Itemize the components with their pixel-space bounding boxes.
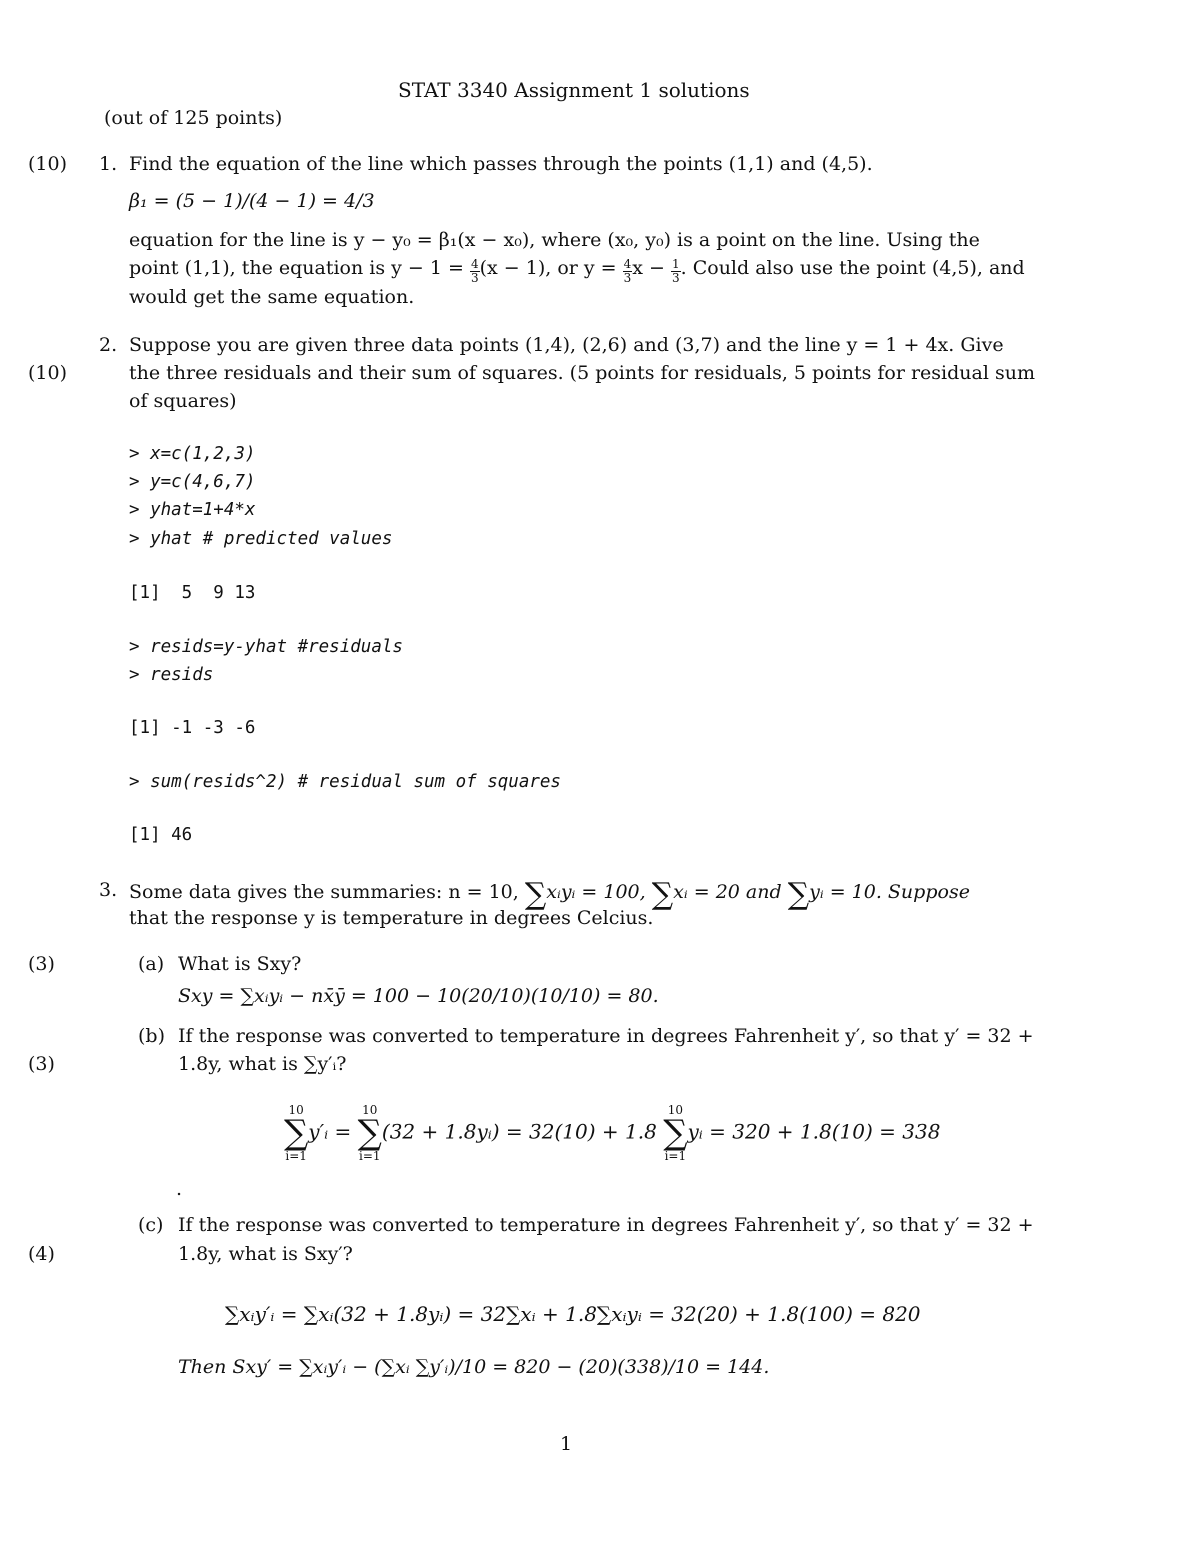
q3b-label: (b): [138, 1025, 165, 1047]
q1-text-line1: equation for the line is y − y₀ = β₁(x − x₀), where (x₀, y₀) is a point on the line. Using the: [129, 229, 980, 251]
eq-part1: y′ᵢ =: [308, 1119, 352, 1144]
frac-num: 4: [470, 257, 479, 271]
q1-text-seg2: (x − 1), or y =: [479, 257, 617, 279]
lower-limit: i=1: [664, 1149, 687, 1163]
sum-with-limits: [284, 1104, 308, 1162]
frac-den: 3: [623, 271, 632, 285]
q2-line1: Suppose you are given three data points (1,4), (2,6) and (3,7) and the line y = 1 + 4x. Give: [129, 334, 1004, 356]
q1-points: (10): [28, 153, 68, 175]
upper-limit: 10: [288, 1103, 304, 1117]
page-number: 1: [560, 1433, 573, 1455]
code-output: [1] 5 9 13: [129, 583, 256, 603]
q3-seg2: xᵢyᵢ = 100,: [546, 881, 646, 903]
q3a-points: (3): [28, 953, 55, 975]
q3-seg3: xᵢ = 20 and: [673, 881, 782, 903]
code-line: > yhat # predicted values: [129, 529, 393, 549]
frac-num: 1: [672, 257, 680, 271]
eq-part3: yᵢ = 320 + 1.8(10) = 338: [687, 1119, 941, 1144]
fraction-four-thirds-2: [623, 258, 633, 285]
q3c-label: (c): [138, 1214, 164, 1236]
upper-limit: 10: [667, 1103, 683, 1117]
frac-den: 3: [672, 271, 680, 285]
sum-symbol: ∑: [357, 1113, 382, 1153]
page-title: STAT 3340 Assignment 1 solutions: [398, 78, 750, 102]
q1-question: Find the equation of the line which passes through the points (1,1) and (4,5).: [129, 153, 873, 175]
fraction-four-thirds: [470, 258, 480, 285]
code-line: > x=c(1,2,3): [129, 444, 256, 464]
sum-with-limits: [358, 1104, 382, 1162]
q2-number: 2.: [99, 334, 118, 356]
sum-symbol: ∑: [284, 1113, 309, 1153]
code-line: > resids: [129, 665, 214, 685]
q1-text-seg4: . Could also use the point (4,5), and: [680, 257, 1025, 279]
code-output: [1] 46: [129, 825, 193, 845]
fraction-one-third: [671, 258, 681, 285]
q3-seg1: Some data gives the summaries: n = 10,: [129, 881, 519, 903]
q3a-answer: Sxy = ∑xᵢyᵢ − nx̄ȳ = 100 − 10(20/10)(10/10) = 80.: [178, 985, 659, 1007]
q2-line3: of squares): [129, 390, 237, 412]
q3b-points: (3): [28, 1053, 55, 1075]
sum-symbol: ∑: [787, 877, 810, 912]
code-line: > y=c(4,6,7): [129, 472, 256, 492]
sum-symbol: ∑: [663, 1113, 688, 1153]
q3-number: 3.: [99, 879, 118, 901]
q3b-line1: If the response was converted to temperature in degrees Fahrenheit y′, so that y′ = 32 +: [178, 1025, 1034, 1047]
q1-number: 1.: [99, 153, 118, 175]
q3b-dot: .: [176, 1178, 183, 1200]
sum-with-limits: [663, 1104, 687, 1162]
q3c-points: (4): [28, 1243, 55, 1265]
q3-line2: that the response y is temperature in degrees Celcius.: [129, 907, 654, 929]
q1-text-line3: would get the same equation.: [129, 286, 415, 308]
q2-points: (10): [28, 362, 68, 384]
q2-line2: the three residuals and their sum of squares. (5 points for residuals, 5 points for residual sum: [129, 362, 1035, 384]
page-subtitle: (out of 125 points): [104, 107, 283, 129]
sum-symbol: ∑: [524, 877, 547, 912]
q3c-display-equation: ∑xᵢy′ᵢ = ∑xᵢ(32 + 1.8yᵢ) = 32∑xᵢ + 1.8∑xᵢyᵢ = 32(20) + 1.8(100) = 820: [225, 1302, 921, 1326]
q3a-label: (a): [138, 953, 165, 975]
q3b-line2: 1.8y, what is ∑y′ᵢ?: [178, 1053, 347, 1075]
eq-part2: (32 + 1.8yᵢ) = 32(10) + 1.8: [381, 1119, 657, 1144]
code-line: > yhat=1+4*x: [129, 500, 256, 520]
code-line: > resids=y-yhat #residuals: [129, 637, 403, 657]
q1-text-seg1: point (1,1), the equation is y − 1 =: [129, 257, 464, 279]
q3c-line2: 1.8y, what is Sxy′?: [178, 1243, 353, 1265]
frac-den: 3: [470, 271, 479, 285]
q1-text-seg3: x −: [632, 257, 665, 279]
upper-limit: 10: [362, 1103, 378, 1117]
q1-text-line2: [129, 257, 1025, 285]
frac-num: 4: [623, 257, 632, 271]
sum-symbol: ∑: [651, 877, 674, 912]
q3-seg4: yᵢ = 10. Suppose: [809, 881, 970, 903]
lower-limit: i=1: [285, 1149, 307, 1163]
q3c-line1: If the response was converted to temperature in degrees Fahrenheit y′, so that y′ = 32 +: [178, 1214, 1034, 1236]
q3c-then: Then Sxy′ = ∑xᵢy′ᵢ − (∑xᵢ ∑y′ᵢ)/10 = 820 − (20)(338)/10 = 144.: [178, 1356, 770, 1378]
q1-slope: β₁ = (5 − 1)/(4 − 1) = 4/3: [129, 190, 375, 212]
code-output: [1] -1 -3 -6: [129, 718, 256, 738]
q3a-question: What is Sxy?: [178, 953, 302, 975]
lower-limit: i=1: [359, 1149, 381, 1163]
code-line: > sum(resids^2) # residual sum of squares: [129, 772, 561, 792]
q3b-display-equation: [284, 1104, 940, 1162]
